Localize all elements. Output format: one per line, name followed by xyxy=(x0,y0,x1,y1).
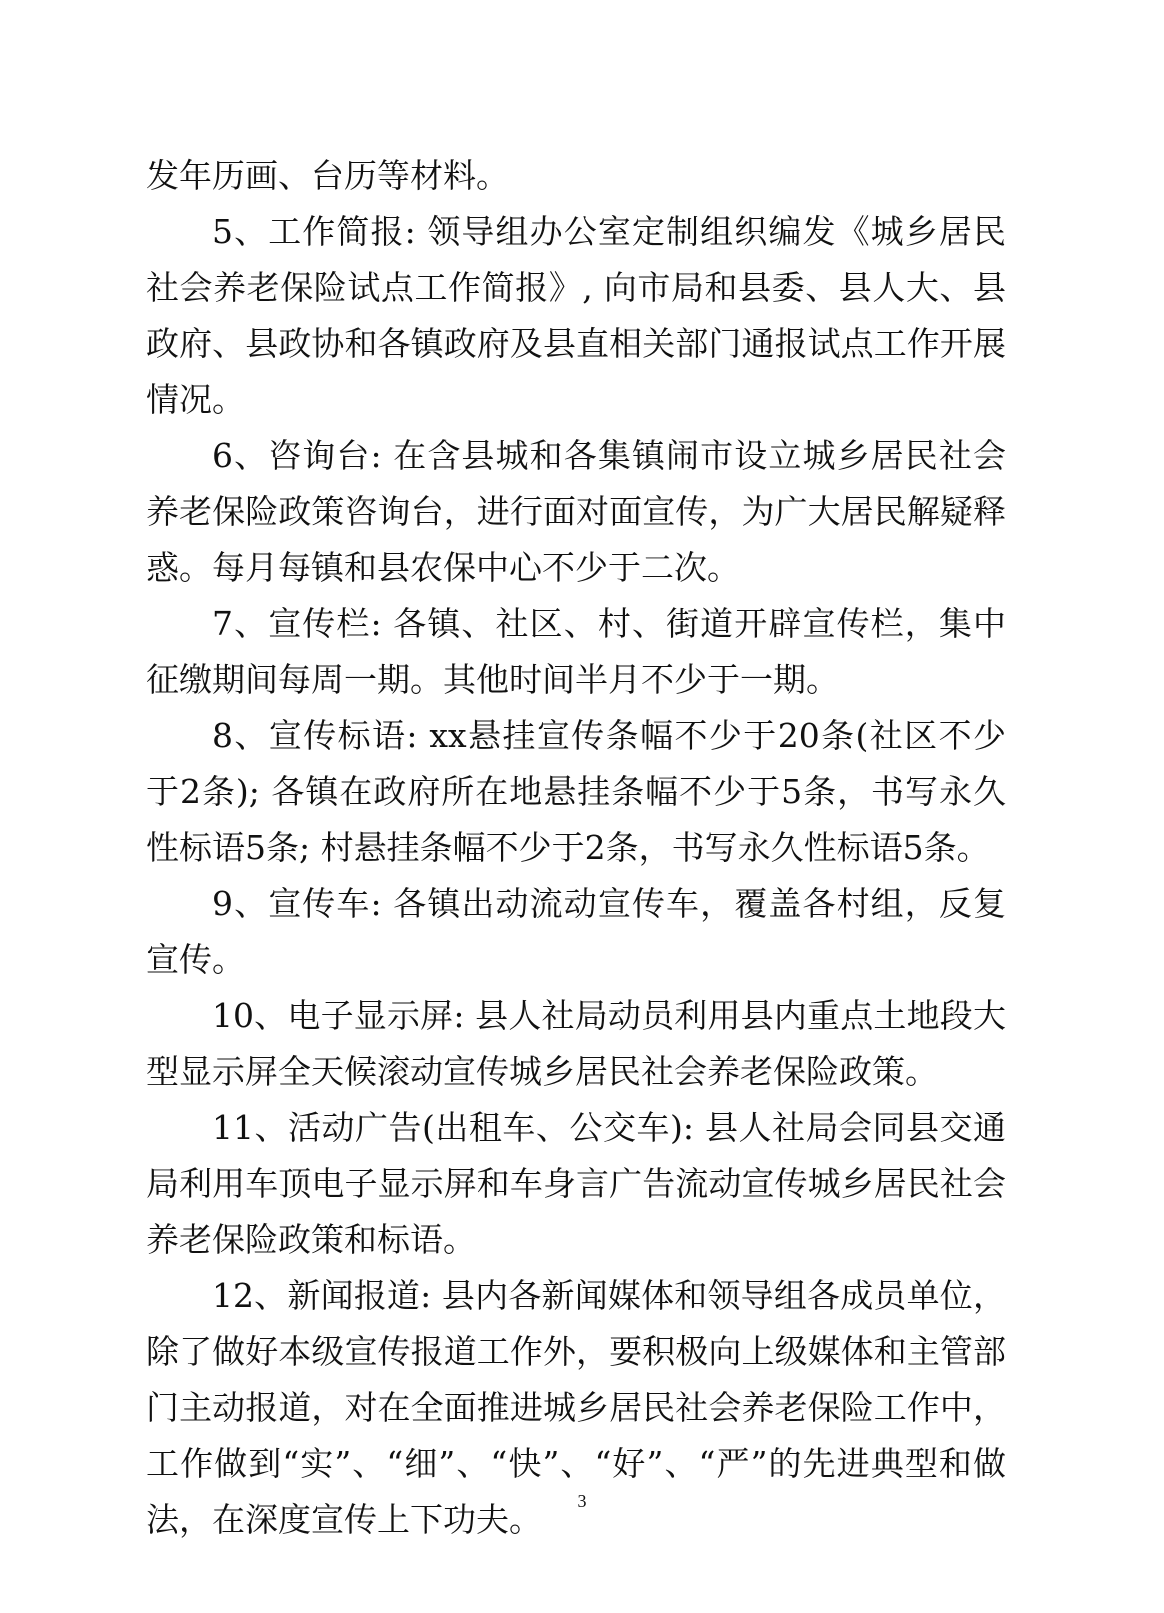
paragraph-item-10-electronic-display: 10、电子显示屏: 县人社局动员利用县内重点土地段大型显示屏全天候滚动宣传城乡居民社会养老保险政策。 xyxy=(146,996,1006,1091)
paragraph-continuation: 发年历画、台历等材料。 xyxy=(146,156,509,195)
page-number: 3 xyxy=(577,1491,587,1511)
paragraph-item-8-slogans: 8、宣传标语: xx悬挂宣传条幅不少于20条(社区不少于2条); 各镇在政府所在地悬挂条幅不少于5条，书写永久性标语5条; 村悬挂条幅不少于2条，书写永久性标语5条。 xyxy=(146,716,1006,867)
paragraph-item-7-bulletin-board: 7、宣传栏: 各镇、社区、村、街道开辟宣传栏，集中征缴期间每周一期。其他时间半月不少于一期。 xyxy=(146,604,1006,699)
paragraph-item-5-work-bulletin: 5、工作简报: 领导组办公室定制组织编发《城乡居民社会养老保险试点工作简报》, 向市局和县委、县人大、县政府、县政协和各镇政府及县直相关部门通报试点工作开展情况。 xyxy=(146,212,1006,419)
paragraph-item-9-publicity-vehicle: 9、宣传车: 各镇出动流动宣传车，覆盖各村组，反复宣传。 xyxy=(146,884,1006,979)
paragraph-item-6-consultation-desk: 6、咨询台: 在含县城和各集镇闹市设立城乡居民社会养老保险政策咨询台，进行面对面宣传，为广大居民解疑释惑。每月每镇和县农保中心不少于二次。 xyxy=(146,436,1006,587)
paragraph-item-11-advertising: 11、活动广告(出租车、公交车): 县人社局会同县交通局利用车顶电子显示屏和车身言广告流动宣传城乡居民社会养老保险政策和标语。 xyxy=(146,1108,1006,1259)
document-body xyxy=(146,148,1006,1548)
paragraph-item-12-news-reports: 12、新闻报道: 县内各新闻媒体和领导组各成员单位，除了做好本级宣传报道工作外，要积极向上级媒体和主管部门主动报道，对在全面推进城乡居民社会养老保险工作中，工作做到“实”、“细”、“快”、“好”、“严”的先进典型和做法，在深度宣传上下功夫。 xyxy=(146,1276,1006,1539)
